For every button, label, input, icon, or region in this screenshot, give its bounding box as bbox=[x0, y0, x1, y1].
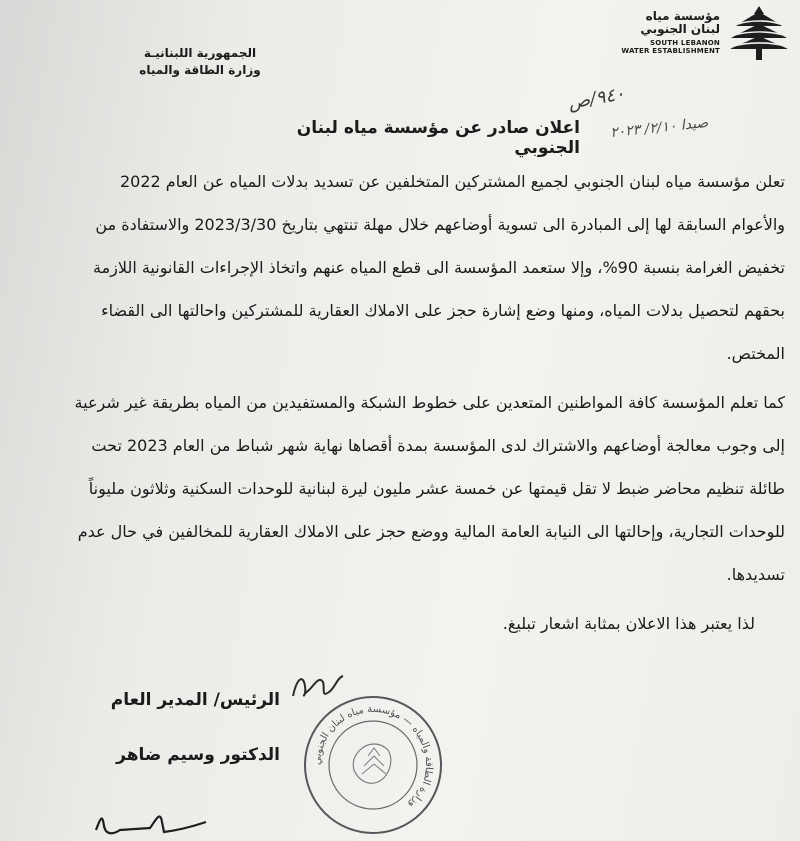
logo-text bbox=[621, 10, 720, 55]
paragraph-violations: كما تعلم المؤسسة كافة المواطنين المتعدين على خطوط الشبكة والمستفيدين من المياه بطريقة غير شرعية إلى وجوب معالجة أوضاعهم والاشتراك لدى المؤسسة بمدة أقصاها نهاية شهر شباط من العام 2023 تحت طائلة تنظيم محاضر ضبط لا تقل قيمتها عن خمسة عشر مليون ليرة لبنانية للوحدات السكنية وثلاثون مليوناً للوحدات التجارية، وإحالتها الى النيابة العامة المالية ووضع حجز على الاملاك العقارية للمخالفين في حال عدم تسديدها. bbox=[74, 393, 785, 584]
handwritten-date: صيدا ٢/١٠/ ٢٠٢٣ bbox=[609, 114, 709, 142]
logo-arabic-line1: مؤسسة مياه bbox=[645, 9, 720, 23]
ministry-label: وزارة الطاقة والمياه bbox=[139, 63, 261, 77]
logo-english-line2: WATER ESTABLISHMENT bbox=[621, 47, 720, 55]
handwritten-reference: ٩٤٠/ص bbox=[566, 83, 627, 114]
cedar-logo-icon bbox=[728, 4, 790, 62]
announcement-body bbox=[70, 160, 785, 645]
establishment-logo bbox=[585, 4, 790, 64]
logo-arabic-line2: لبنان الجنوبي bbox=[640, 22, 720, 36]
republic-label: الجمهورية اللبنانيـة bbox=[143, 46, 257, 60]
stamp-text: وزارة الطاقة والمياه — مؤسسة مياه لبنان الجنوبي bbox=[311, 703, 435, 811]
official-stamp-icon bbox=[298, 690, 448, 840]
signatory-name: الدكتور وسيم ضاهر bbox=[116, 745, 280, 765]
logo-english-line1: SOUTH LEBANON bbox=[649, 39, 720, 47]
paragraph-arrears: تعلن مؤسسة مياه لبنان الجنوبي لجميع المشتركين المتخلفين عن تسديد بدلات المياه عن العام 2022 والأعوام السابقة لها إلى المبادرة الى تسوية أوضاعهم خلال مهلة تنتهي بتاريخ 2023/3/30 والاستفادة من تخفيض الغرامة بنسبة 90%، وإلا ستعمد المؤسسة الى قطع المياه عنهم واتخاذ الإجراءات القانونية اللازمة بحقهم لتحصيل بدلات المياه، ومنها وضع إشارة حجز على الاملاك العقارية للمشتركين واحالتها الى القضاء المختص. bbox=[93, 172, 785, 363]
announcement-title: اعلان صادر عن مؤسسة مياه لبنان الجنوبي bbox=[296, 118, 580, 158]
ministry-header bbox=[115, 45, 285, 79]
signatory-title: الرئيس/ المدير العام bbox=[110, 690, 280, 710]
director-signature-icon bbox=[90, 800, 210, 840]
closing-statement: لذا يعتبر هذا الاعلان بمثابة اشعار تبليغ. bbox=[502, 614, 755, 633]
